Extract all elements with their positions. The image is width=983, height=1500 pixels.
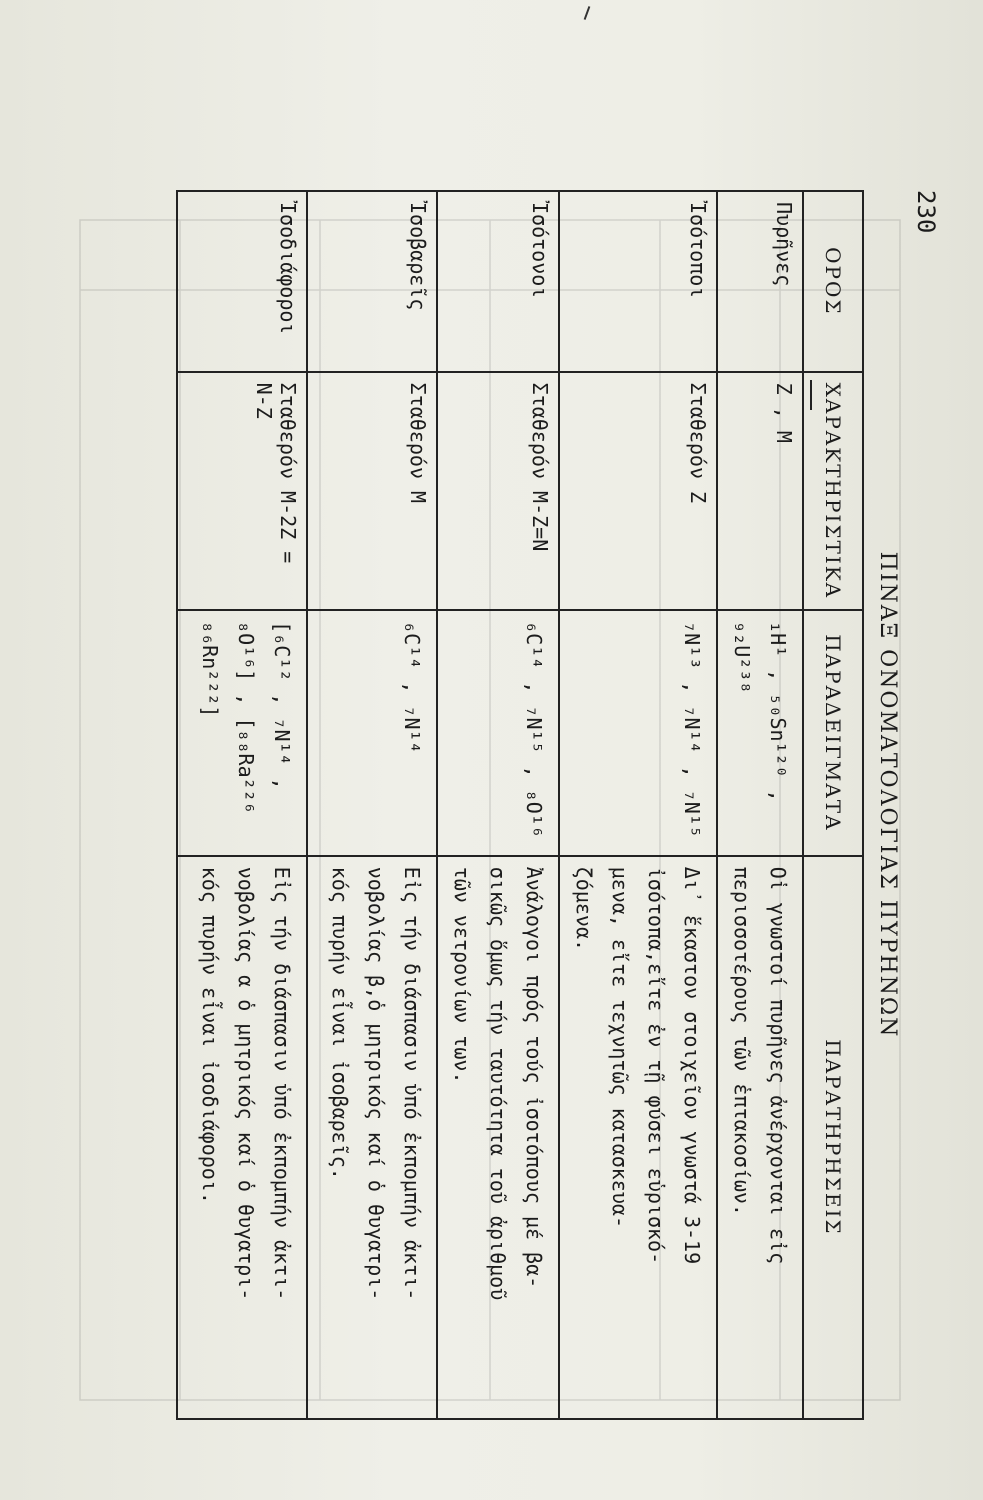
remark-line: Οἱ γνωστοί πυρῆνες ἀνέρχονται εἰς <box>766 866 790 1265</box>
row-remarks <box>307 856 437 1419</box>
row-examples: ₆C¹⁴ , ₇N¹⁴ <box>307 610 437 856</box>
row-examples: ₁H¹ , ₅₀Sn¹²⁰ , ₉₂U²³⁸ <box>717 610 803 856</box>
remark-line: σικῶς ὅμως τήν ταυτότητα τοῦ ἀριθμοῦ <box>486 866 510 1301</box>
row-term: Ἰσοβαρεῖς <box>307 191 437 372</box>
rotated-page-content <box>190 150 960 1440</box>
header-examples: ΠΑΡΑΔΕΙΓΜΑΤΑ <box>803 610 863 856</box>
remark-line: περισσοτέρους τῶν ἑπτακοσίων. <box>730 866 754 1216</box>
remark-line: νοβολίας β,ὁ μητρικός καί ὁ θυγατρι- <box>364 866 388 1301</box>
table-row <box>717 191 803 1419</box>
table-title: ΠΙΝΑΞ ΟΝΟΜΑΤΟΛΟΓΙΑΣ ΠΥΡΗΝΩΝ <box>875 551 900 1039</box>
header-remarks: ΠΑΡΑΤΗΡΗΣΕΙΣ <box>803 856 863 1419</box>
table-header-row <box>803 191 863 1419</box>
remark-line: κός πυρήν εἶναι ἰσοδιάφοροι. <box>198 866 222 1204</box>
row-term: Ἰσότοποι <box>559 191 717 372</box>
row-term: Πυρῆνες <box>717 191 803 372</box>
remark-line: κός πυρήν εἶναι ἰσοβαρεῖς. <box>328 866 352 1180</box>
row-characteristics: Σταθερόν M-2Z = N-Z <box>177 372 307 610</box>
row-examples: ₆C¹⁴ , ₇N¹⁵ , ₈O¹⁶ <box>437 610 559 856</box>
row-characteristics: Σταθερόν Z <box>559 372 717 610</box>
row-examples: ₇N¹³ , ₇N¹⁴ , ₇N¹⁵ <box>559 610 717 856</box>
nomenclature-table <box>176 190 864 1420</box>
remark-line: Ἀνάλογοι πρός τούς ἰσοτόπους μέ βα- <box>522 866 546 1289</box>
remark-line: νοβολίας α ὁ μητρικός καί ὁ θυγατρι- <box>234 866 258 1301</box>
remark-line: μενα, εἴτε τεχνητῶς κατασκευα- <box>608 866 632 1228</box>
row-characteristics: Σταθερόν M-Z=N <box>437 372 559 610</box>
remark-line: Δι᾽ ἕκαστον στοιχεῖον γνωστά 3-19 <box>680 866 704 1265</box>
row-remarks <box>177 856 307 1419</box>
remark-line: Εἰς τήν διάσπασιν ὑπό ἐκπομπήν ἀκτι- <box>270 866 294 1301</box>
row-remarks <box>437 856 559 1419</box>
remark-line: ἰσότοπα,εἴτε ἐν τῇ φύσει εὑρισκό- <box>644 866 668 1265</box>
row-characteristics: Σταθερόν M <box>307 372 437 610</box>
page-number: 230 <box>912 190 940 234</box>
row-term: Ἰσοδιάφοροι <box>177 191 307 372</box>
remark-line: ζόμενα. <box>572 866 596 952</box>
header-characteristics: ΧΑΡΑΚΤΗΡΙΣΤΙΚΑ <box>803 372 863 610</box>
table-row <box>307 191 437 1419</box>
remark-line: τῶν νετρονίων των. <box>450 866 474 1084</box>
row-examples: [₆C¹² , ₇N¹⁴ , ₈O¹⁶] , [₈₈Ra²²⁶ ₈₆Rn²²²] <box>177 610 307 856</box>
table-row <box>437 191 559 1419</box>
remark-line: Εἰς τήν διάσπασιν ὑπό ἐκπομπήν ἀκτι- <box>400 866 424 1301</box>
row-characteristics: Z , M <box>717 372 803 610</box>
row-remarks <box>717 856 803 1419</box>
row-term: Ἰσότονοι <box>437 191 559 372</box>
row-remarks <box>559 856 717 1419</box>
header-term: ΟΡΟΣ <box>803 191 863 372</box>
table-row <box>177 191 307 1419</box>
table-row <box>559 191 717 1419</box>
